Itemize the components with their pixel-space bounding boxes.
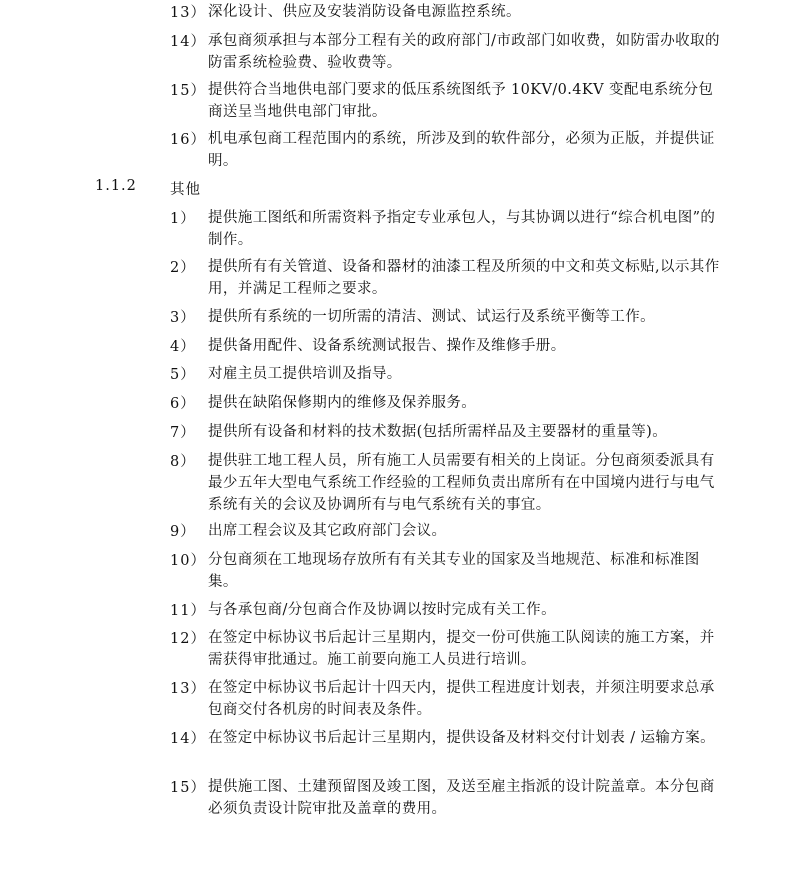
- item-number: 1）: [170, 211, 196, 227]
- item-number: 9）: [170, 524, 196, 540]
- item-number: 2）: [170, 260, 196, 276]
- item-number: 7）: [170, 425, 196, 441]
- item-number: 14）: [170, 731, 206, 747]
- item-text: 提供所有设备和材料的技术数据(包括所需样品及主要器材的重量等)。: [208, 424, 668, 440]
- item-text: 在签定中标协议书后起计十四天内，提供工程进度计划表，并须注明要求总承包商交付各机房的时间表及条件。: [208, 680, 715, 718]
- item-text: 提供所有系统的一切所需的清洁、测试、试运行及系统平衡等工作。: [208, 309, 655, 325]
- item-number: 4）: [170, 339, 196, 355]
- item-number: 15）: [170, 780, 206, 796]
- item-number: 3）: [170, 310, 196, 326]
- item-text: 对雇主员工提供培训及指导。: [208, 366, 402, 382]
- item-text: 在签定中标协议书后起计三星期内，提供设备及材料交付计划表 / 运输方案。: [208, 730, 716, 746]
- item-text: 提供施工图纸和所需资料予指定专业承包人，与其协调以进行“综合机电图”的制作。: [208, 210, 716, 248]
- item-number: 15）: [170, 83, 206, 99]
- item-number: 13）: [170, 681, 206, 697]
- item-number: 6）: [170, 396, 196, 412]
- item-number: 11）: [170, 603, 206, 619]
- item-text: 深化设计、供应及安装消防设备电源监控系统。: [208, 4, 521, 20]
- item-number: 12）: [170, 631, 206, 647]
- item-number: 16）: [170, 132, 206, 148]
- item-text: 提供驻工地工程人员，所有施工人员需要有相关的上岗证。分包商须委派具有最少五年大型电气系统工作经验的工程师负责出席所有在中国境内进行与电气系统有关的会议及协调所有与电气系统有关的事宜。: [208, 453, 715, 513]
- item-text: 在签定中标协议书后起计三星期内，提交一份可供施工队阅读的施工方案，并需获得审批通过。施工前要向施工人员进行培训。: [208, 630, 715, 668]
- item-text: 提供施工图、土建预留图及竣工图，及送至雇主指派的设计院盖章。本分包商必须负责设计院审批及盖章的费用。: [208, 779, 715, 817]
- section-title: 其他: [170, 182, 201, 198]
- section-number: 1.1.2: [95, 178, 137, 194]
- item-text: 机电承包商工程范围内的系统，所涉及到的软件部分，必须为正版，并提供证明。: [208, 131, 715, 169]
- item-number: 14）: [170, 34, 206, 50]
- item-text: 分包商须在工地现场存放所有有关其专业的国家及当地规范、标准和标准图集。: [208, 552, 700, 590]
- item-text: 提供所有有关管道、设备和器材的油漆工程及所须的中文和英文标贴,以示其作用，并满足工程师之要求。: [208, 259, 720, 297]
- item-text: 提供在缺陷保修期内的维修及保养服务。: [208, 395, 477, 411]
- item-text: 提供符合当地供电部门要求的低压系统图纸予 10KV/0.4KV 变配电系统分包商送呈当地供电部门审批。: [208, 82, 714, 120]
- item-text: 承包商须承担与本部分工程有关的政府部门/市政部门如收费，如防雷办收取的防雷系统检验费、验收费等。: [208, 33, 720, 71]
- item-number: 13）: [170, 5, 206, 21]
- item-number: 10）: [170, 553, 206, 569]
- item-text: 与各承包商/分包商合作及协调以按时完成有关工作。: [208, 602, 556, 618]
- item-number: 8）: [170, 454, 196, 470]
- item-number: 5）: [170, 367, 196, 383]
- item-text: 出席工程会议及其它政府部门会议。: [208, 523, 447, 539]
- item-text: 提供备用配件、设备系统测试报告、操作及维修手册。: [208, 338, 566, 354]
